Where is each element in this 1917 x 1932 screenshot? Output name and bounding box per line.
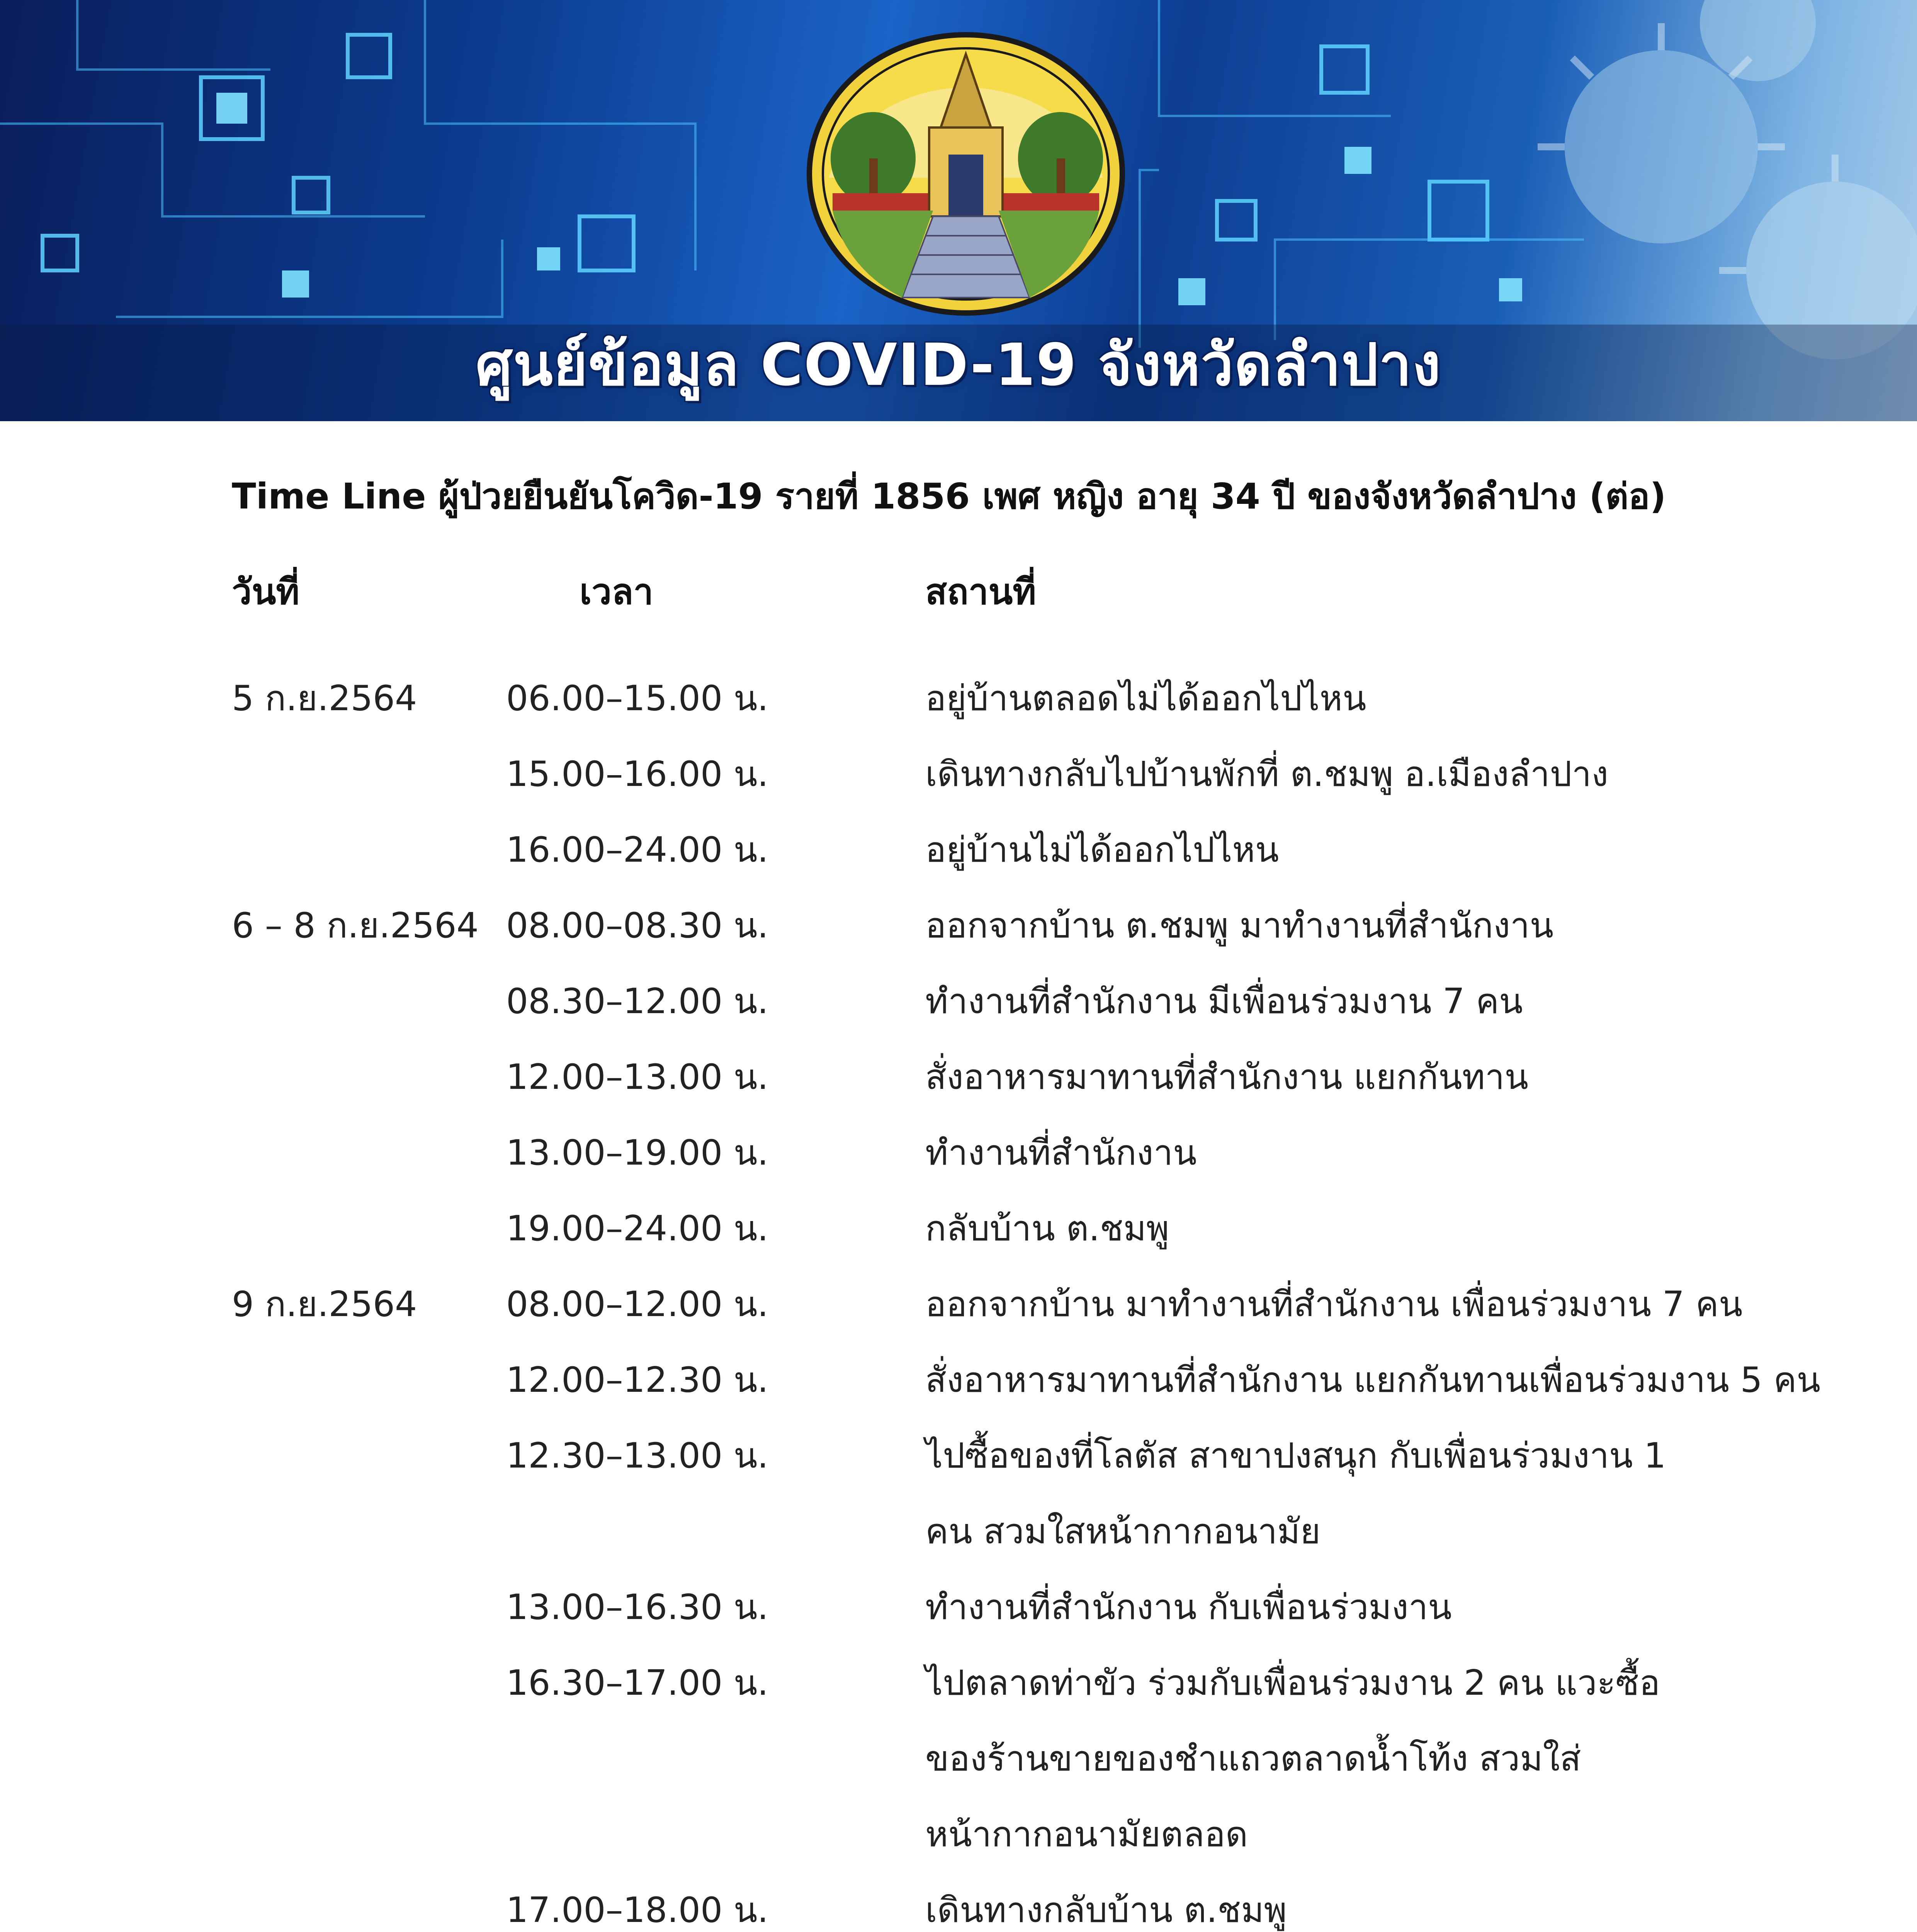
timeline-time: 16.30–17.00 น. <box>506 1663 769 1703</box>
timeline-place-line: เดินทางกลับบ้าน ต.ชมพู <box>925 1890 1287 1930</box>
timeline-place <box>925 1872 1698 1932</box>
timeline-place-line: สั่งอาหารมาทานที่สำนักงาน แยกกันทานเพื่อนร่วมงาน 5 คน <box>925 1360 1821 1400</box>
timeline-row <box>0 1115 1917 1191</box>
timeline-time: 08.30–12.00 น. <box>506 981 769 1022</box>
timeline-row <box>0 964 1917 1039</box>
timeline-place <box>925 1645 1698 1872</box>
timeline-time: 17.00–18.00 น. <box>506 1890 769 1930</box>
timeline-time: 13.00–16.30 น. <box>506 1587 769 1628</box>
timeline-place <box>925 888 1698 964</box>
timeline-place-line: ทำงานที่สำนักงาน มีเพื่อนร่วมงาน 7 คน <box>925 981 1523 1022</box>
timeline-place-line: สั่งอาหารมาทานที่สำนักงาน แยกกันทาน <box>925 1057 1528 1097</box>
timeline-place-line: ออกจากบ้าน มาทำงานที่สำนักงาน เพื่อนร่วมงาน 7 คน <box>925 1284 1743 1325</box>
timeline-date: 9 ก.ย.2564 <box>232 1284 417 1325</box>
timeline-time: 12.30–13.00 น. <box>506 1435 769 1476</box>
timeline-row <box>0 1267 1917 1342</box>
timeline-time: 06.00–15.00 น. <box>506 678 769 719</box>
timeline-place <box>925 1039 1698 1115</box>
timeline-place <box>925 1115 1698 1191</box>
timeline-row <box>0 812 1917 888</box>
timeline-time: 08.00–08.30 น. <box>506 905 769 946</box>
timeline-row <box>0 736 1917 812</box>
timeline-place-line: ออกจากบ้าน ต.ชมพู มาทำงานที่สำนักงาน <box>925 905 1554 946</box>
timeline-table <box>0 661 1917 1932</box>
timeline-time: 12.00–12.30 น. <box>506 1360 769 1400</box>
timeline-place-line: อยู่บ้านตลอดไม่ได้ออกไปไหน <box>925 678 1366 719</box>
timeline-place-line: ทำงานที่สำนักงาน <box>925 1133 1197 1173</box>
timeline-row <box>0 1645 1917 1872</box>
timeline-row <box>0 888 1917 964</box>
timeline-row <box>0 1342 1917 1418</box>
timeline-place <box>925 736 1698 812</box>
timeline-place <box>925 1418 1698 1570</box>
timeline-place-line: ไปตลาดท่าขัว ร่วมกับเพื่อนร่วมงาน 2 คน แวะซื้อ <box>925 1663 1660 1703</box>
timeline-place-line: อยู่บ้านไม่ได้ออกไปไหน <box>925 830 1279 870</box>
timeline-time: 08.00–12.00 น. <box>506 1284 769 1325</box>
timeline-time: 19.00–24.00 น. <box>506 1208 769 1249</box>
timeline-place-line: เดินทางกลับไปบ้านพักที่ ต.ชมพู อ.เมืองลำปาง <box>925 754 1609 794</box>
timeline-date: 5 ก.ย.2564 <box>232 678 417 719</box>
timeline-place-line: กลับบ้าน ต.ชมพู <box>925 1208 1169 1249</box>
column-header-time: เวลา <box>580 571 654 612</box>
timeline-row <box>0 1418 1917 1570</box>
timeline-place-line: ไปซื้อของที่โลตัส สาขาปงสนุก กับเพื่อนร่วมงาน 1 <box>925 1435 1666 1476</box>
timeline-place-line: ของร้านขายของชำแถวตลาดน้ำโท้ง สวมใส่ <box>925 1738 1581 1779</box>
timeline-time: 15.00–16.00 น. <box>506 754 769 794</box>
timeline-row <box>0 661 1917 736</box>
timeline-place <box>925 964 1698 1039</box>
timeline-place <box>925 661 1698 736</box>
timeline-time: 12.00–13.00 น. <box>506 1057 769 1097</box>
banner-title: ศูนย์ข้อมูล COVID-19 จังหวัดลำปาง <box>476 332 1441 399</box>
column-header-date: วันที่ <box>232 571 300 612</box>
timeline-place <box>925 1191 1698 1267</box>
timeline-place-line: ทำงานที่สำนักงาน กับเพื่อนร่วมงาน <box>925 1587 1452 1628</box>
timeline-time: 13.00–19.00 น. <box>506 1133 769 1173</box>
timeline-row <box>0 1039 1917 1115</box>
timeline-date: 6 – 8 ก.ย.2564 <box>232 905 479 946</box>
column-header-place: สถานที่ <box>925 571 1037 612</box>
timeline-place <box>925 1267 1743 1342</box>
timeline-row <box>0 1191 1917 1267</box>
timeline-place <box>925 1342 1821 1418</box>
timeline-place <box>925 812 1698 888</box>
timeline-place-line: คน สวมใสหน้ากากอนามัย <box>925 1511 1321 1552</box>
timeline-row <box>0 1872 1917 1932</box>
timeline-place-line: หน้ากากอนามัยตลอด <box>925 1814 1248 1855</box>
timeline-place <box>925 1570 1698 1645</box>
header-banner <box>0 0 1917 421</box>
timeline-time: 16.00–24.00 น. <box>506 830 769 870</box>
document-title: Time Line ผู้ป่วยยืนยันโควิด-19 รายที่ 1856 เพศ หญิง อายุ 34 ปี ของจังหวัดลำปาง (ต่อ) <box>232 476 1666 517</box>
timeline-row <box>0 1570 1917 1645</box>
lampang-province-seal-icon <box>806 31 1126 317</box>
